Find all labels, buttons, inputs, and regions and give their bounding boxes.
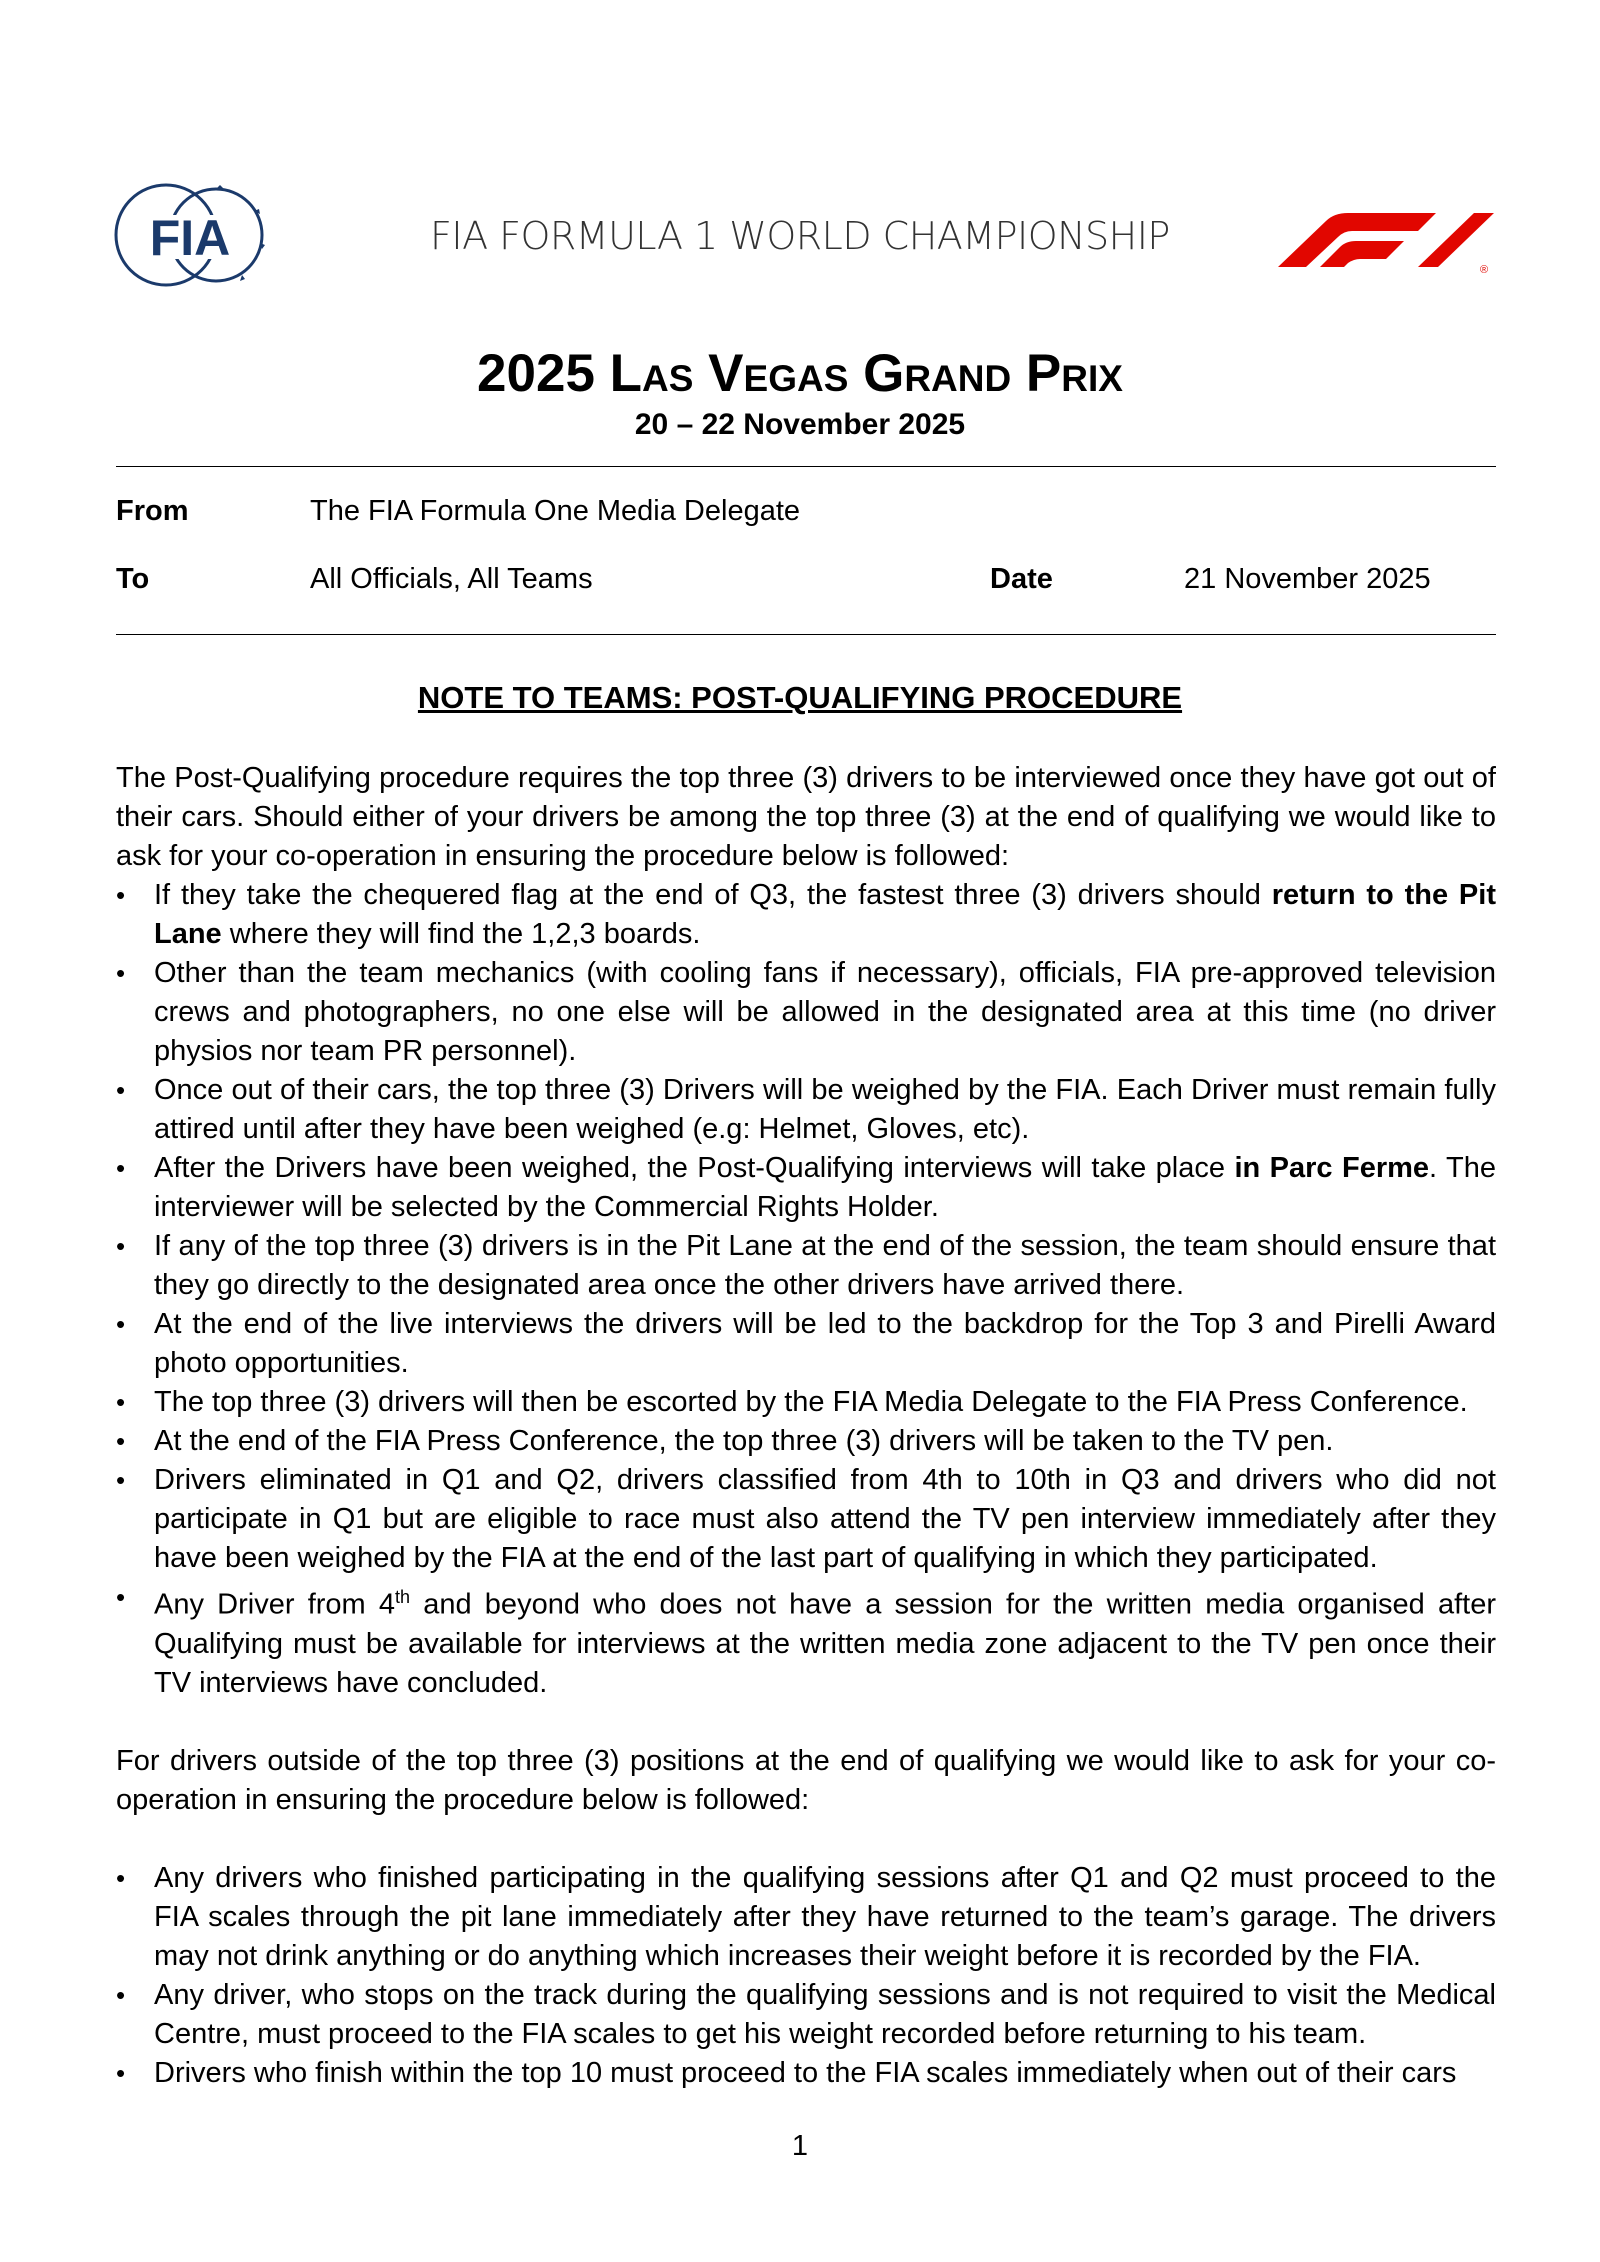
- from-label: From: [116, 495, 189, 527]
- to-label: To: [116, 563, 150, 595]
- f1-logo: [1268, 205, 1496, 275]
- list-item: • The top three (3) drivers will then be escorted by the FIA Media Delegate to the FIA Press Conference.: [116, 1383, 1496, 1422]
- document-header: [0, 0, 1600, 320]
- top-divider: [116, 466, 1496, 467]
- list-item: • If any of the top three (3) drivers is in the Pit Lane at the end of the session, the team should ensure that they go directly to the designated area once the other drivers have arrived there.: [116, 1227, 1496, 1305]
- list-item: • Once out of their cars, the top three (3) Drivers will be weighed by the FIA. Each Driver must remain fully attired until after they have been weighed (e.g: Helmet, Gloves, etc).: [116, 1071, 1496, 1149]
- from-value: The FIA Formula One Media Delegate: [310, 495, 801, 527]
- list-item: • Any drivers who finished participating in the qualifying sessions after Q1 and Q2 must proceed to the FIA scales through the pit lane immediately after they have returned to the team’s garage. The drivers may not drink anything or do anything which increases their weight before it is recorded by the FIA.: [116, 1859, 1496, 1976]
- top3-procedure-list: [116, 876, 1496, 1703]
- championship-title: FIA FORMULA 1 WORLD CHAMPIONSHIP: [430, 214, 1170, 258]
- event-dates: 20 – 22 November 2025: [634, 408, 966, 441]
- svg-text:®: ®: [1480, 264, 1489, 275]
- event-name: Las Vegas Grand Prix: [609, 344, 1123, 403]
- fia-logo: [114, 183, 266, 287]
- list-item: • At the end of the FIA Press Conference, the top three (3) drivers will be taken to the TV pen.: [116, 1422, 1496, 1461]
- list-item: • Other than the team mechanics (with cooling fans if necessary), officials, FIA pre-approved television crews and photographers, no one else will be allowed in the designated area at this time (no driver physios nor team PR personnel).: [116, 954, 1496, 1071]
- date-value: 21 November 2025: [1184, 563, 1431, 595]
- svg-text:FIA: FIA: [149, 210, 231, 266]
- to-value: All Officials, All Teams: [310, 563, 593, 595]
- outside-top3-paragraph: For drivers outside of the top three (3) positions at the end of qualifying we would like to ask for your co-operation in ensuring the procedure below is followed:: [116, 1744, 1496, 1816]
- list-item: • Any Driver from 4th and beyond who does not have a session for the written media organised after Qualifying must be available for interviews at the written media zone adjacent to the TV pen once their TV interviews have concluded.: [116, 1578, 1496, 1703]
- list-item: • Drivers who finish within the top 10 must proceed to the FIA scales immediately when out of their cars: [116, 2054, 1496, 2093]
- list-item: • After the Drivers have been weighed, the Post-Qualifying interviews will take place in Parc Ferme. The interviewer will be selected by the Commercial Rights Holder.: [116, 1149, 1496, 1227]
- list-item: • Drivers eliminated in Q1 and Q2, drivers classified from 4th to 10th in Q3 and drivers who did not participate in Q1 but are eligible to race must also attend the TV pen interview immediately after they have been weighed by the FIA at the end of the last part of qualifying in which they participated.: [116, 1461, 1496, 1578]
- document-body: [116, 759, 1496, 2093]
- grand-prix-title: [0, 342, 1600, 406]
- intro-paragraph: The Post-Qualifying procedure requires the top three (3) drivers to be interviewed once they have got out of their cars. Should either of your drivers be among the top three (3) at the end of qualifying we would like to ask for your co-operation in ensuring the procedure below is followed:: [116, 762, 1496, 872]
- bottom-divider: [116, 634, 1496, 635]
- outside-top3-procedure-list: [116, 1859, 1496, 2093]
- list-item: • Any driver, who stops on the track during the qualifying sessions and is not required to visit the Medical Centre, must proceed to the FIA scales to get his weight recorded before returning to his team.: [116, 1976, 1496, 2054]
- note-title: NOTE TO TEAMS: POST-QUALIFYING PROCEDURE: [417, 680, 1183, 715]
- list-item: • If they take the chequered flag at the end of Q3, the fastest three (3) drivers should return to the Pit Lane where they will find the 1,2,3 boards.: [116, 876, 1496, 954]
- date-label: Date: [990, 563, 1053, 595]
- page-number: 1: [791, 2130, 809, 2162]
- list-item: • At the end of the live interviews the drivers will be led to the backdrop for the Top 3 and Pirelli Award photo opportunities.: [116, 1305, 1496, 1383]
- event-year: 2025: [477, 344, 595, 403]
